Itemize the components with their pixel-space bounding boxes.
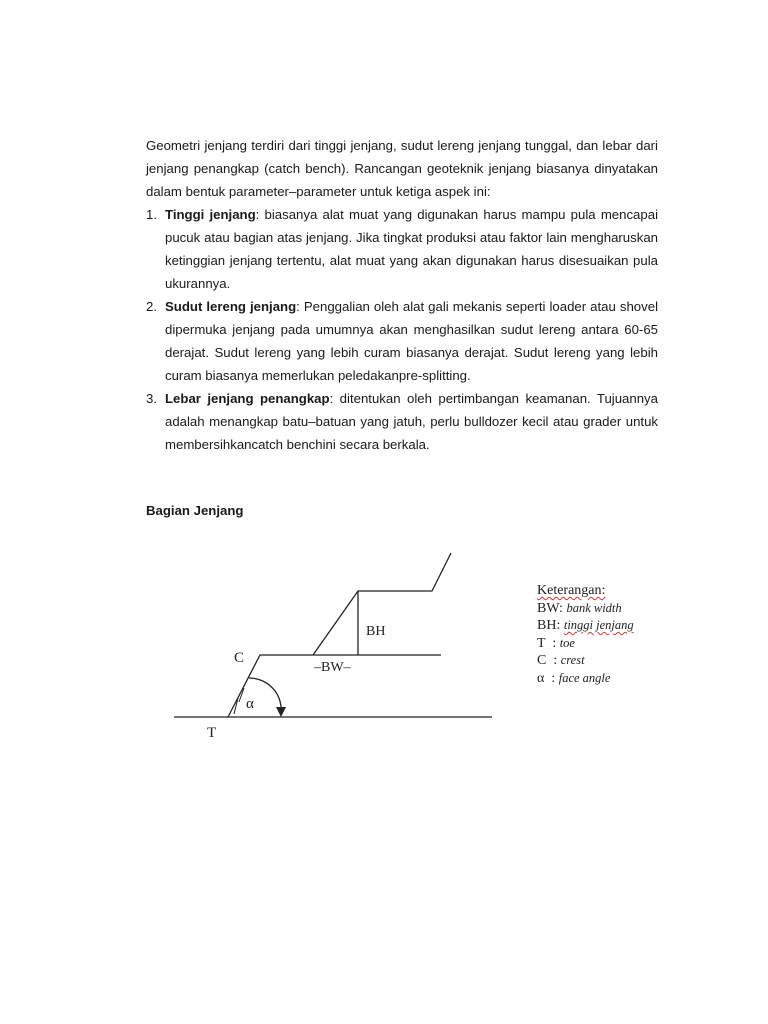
legend-key: α (537, 670, 545, 686)
legend-desc: crest (560, 653, 585, 667)
list-item-term: Tinggi jenjang (165, 207, 256, 222)
legend-sep: : (556, 618, 564, 633)
legend-sep: : (546, 653, 561, 668)
list-item (146, 387, 658, 456)
list-item (146, 295, 658, 387)
legend-desc: tinggi jenjang (563, 618, 634, 632)
legend-desc: bank width (566, 600, 622, 615)
bw-label: –BW– (314, 660, 351, 675)
legend-key: BH (537, 618, 557, 633)
intro-paragraph: Geometri jenjang terdiri dari tinggi jenjang, sudut lereng jenjang tunggal, dan lebar dari jenjang penangkap (catch bench). Rancangan geoteknik jenjang biasanya dinyatakan dalam bentuk parameter–parameter untuk ketiga aspek ini: (146, 138, 658, 199)
aspect-list (146, 203, 658, 456)
legend-key: BW (537, 600, 560, 616)
bench-diagram (160, 540, 505, 750)
upper-bench-line (313, 553, 451, 655)
list-item-text: : Penggalian oleh alat gali mekanis seperti loader atau shovel dipermuka jenjang pada umumnya akan menghasilkan sudut lereng antara 60-65 derajat. Sudut lereng yang lebih curam biasanya derajat. Sudut lereng yang lebih curam biasanya memerlukan peledakanpre-splitting. (165, 299, 658, 383)
list-item-number: 1. (146, 207, 157, 222)
alpha-label: α (246, 696, 254, 712)
legend-key: C (537, 653, 547, 668)
toe-label: T (207, 725, 217, 741)
legend-title: Keterangan: (537, 583, 606, 598)
face-angle-arrowhead (276, 707, 286, 717)
list-item-number: 3. (146, 391, 157, 406)
list-item-term: Sudut lereng jenjang (165, 299, 297, 314)
legend-row (537, 635, 634, 653)
list-item-term: Lebar jenjang penangkap (165, 391, 330, 406)
legend-sep: : (544, 670, 559, 686)
legend-desc: toe (559, 635, 575, 650)
diagram-legend (537, 583, 634, 687)
list-item-text: : ditentukan oleh pertimbangan keamanan. Tujuannya adalah menangkap batu–batuan yang jatuh, perlu bulldozer kecil atau grader untuk membersihkancatch benchini secara berkala. (165, 391, 658, 452)
list-item-number: 2. (146, 299, 157, 314)
legend-sep: : (559, 600, 567, 616)
legend-row (537, 600, 634, 618)
section-heading: Bagian Jenjang (146, 503, 244, 518)
legend-sep: : (545, 635, 560, 651)
list-item (146, 203, 658, 295)
list-item-text: : biasanya alat muat yang digunakan harus mampu pula mencapai pucuk atau bagian atas jenjang. Jika tingkat produksi atau faktor lain mengharuskan ketinggian jenjang tertentu, alat muat yang akan digunakan harus disesuaikan pula ukurannya. (165, 207, 658, 291)
crest-label: C (234, 650, 245, 666)
legend-row (537, 670, 634, 688)
legend-row (537, 617, 634, 635)
document-body (146, 134, 658, 456)
legend-row (537, 652, 634, 670)
legend-key: T (537, 635, 546, 651)
bh-label: BH (366, 624, 386, 639)
legend-desc: face angle (558, 670, 611, 685)
